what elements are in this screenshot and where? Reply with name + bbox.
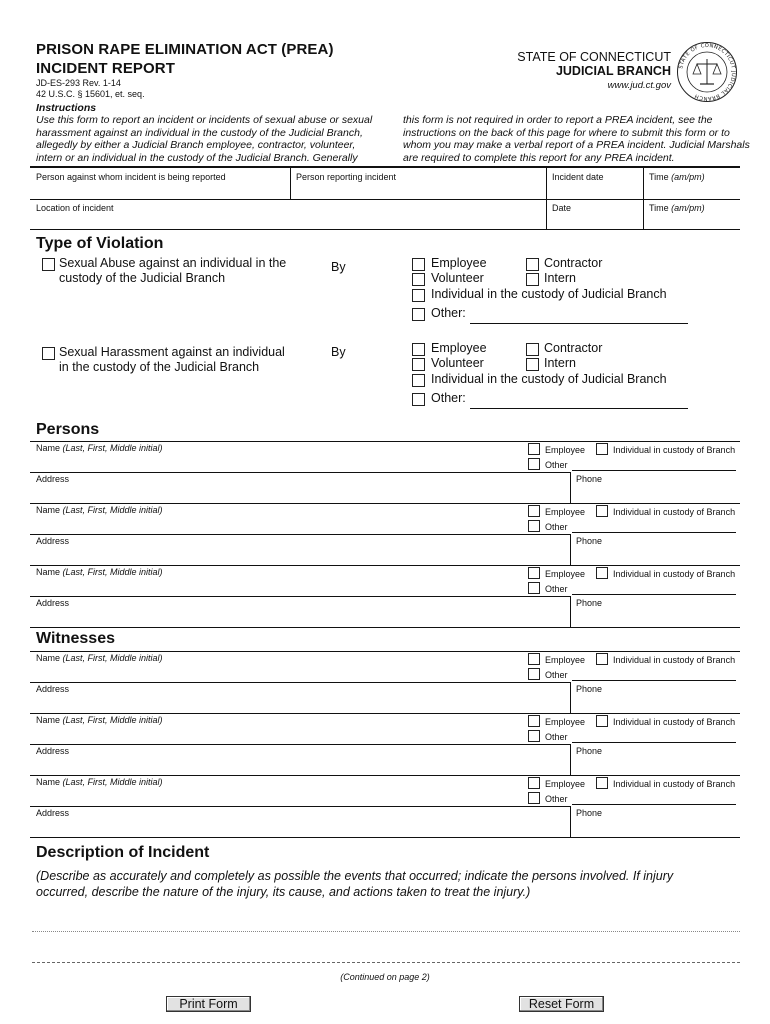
harassment-other-underline	[470, 408, 688, 409]
sexual-harassment-label	[59, 345, 285, 375]
person-3-other-label: Other	[545, 584, 568, 594]
witness-3-custody-checkbox[interactable]	[596, 777, 608, 789]
sexual-abuse-checkbox[interactable]	[42, 258, 55, 271]
person-3-other-checkbox[interactable]	[528, 582, 540, 594]
name-label-text: Name	[36, 567, 63, 577]
witness-1-address-input[interactable]	[34, 695, 564, 709]
branch-name: JUDICIAL BRANCH	[555, 64, 671, 78]
abuse-other-label: Other:	[431, 306, 466, 320]
person-1-other-input[interactable]	[572, 457, 736, 470]
witness-2-other-checkbox[interactable]	[528, 730, 540, 742]
witness-1-address-label: Address	[36, 684, 70, 694]
witness-3-other-checkbox[interactable]	[528, 792, 540, 804]
person-2-address-label: Address	[36, 536, 70, 546]
abuse-custody-checkbox[interactable]	[412, 289, 425, 302]
person-1-name-input[interactable]	[34, 454, 522, 468]
instructions-heading: Instructions	[36, 102, 97, 114]
witness-1-other-checkbox[interactable]	[528, 668, 540, 680]
time-input[interactable]	[647, 213, 737, 227]
by-label: By	[331, 260, 346, 274]
person-1-phone-label: Phone	[576, 474, 603, 484]
incident-date-label: Incident date	[552, 172, 604, 182]
form-title-line1: PRISON RAPE ELIMINATION ACT (PREA)	[36, 41, 334, 58]
description-line1: (Describe as accurately and completely as possible the events that occurred; indicate the persons involved. If injury	[36, 869, 674, 883]
person-2-employee-checkbox[interactable]	[528, 505, 540, 517]
name-hint: (Last, First, Middle initial)	[62, 653, 163, 663]
witness-1-other-underline	[572, 680, 736, 681]
abuse-other-checkbox[interactable]	[412, 308, 425, 321]
sexual-abuse-label	[59, 256, 286, 286]
abuse-volunteer-checkbox[interactable]	[412, 273, 425, 286]
witness-2-phone-input[interactable]	[574, 757, 736, 771]
state-name: STATE OF CONNECTICUT	[517, 50, 671, 64]
divider	[30, 166, 740, 168]
by-label: By	[331, 345, 346, 359]
divider	[570, 596, 571, 627]
abuse-other-underline	[470, 323, 688, 324]
harassment-custody-label: Individual in the custody of Judicial Branch	[431, 372, 667, 386]
sexual-harassment-line1: Sexual Harassment against an individual	[59, 345, 285, 359]
witness-1-name-label	[36, 653, 163, 664]
witness-3-phone-label: Phone	[576, 808, 603, 818]
instructions-left-line: Use this form to report an incident or incidents of sexual abuse or sexual	[36, 114, 373, 126]
person-2-custody-label: Individual in custody of Branch	[613, 507, 736, 517]
harassment-intern-checkbox[interactable]	[526, 358, 539, 371]
person-1-address-input[interactable]	[34, 485, 564, 499]
date-label: Date	[552, 203, 572, 213]
divider	[30, 534, 570, 535]
description-heading: Description of Incident	[36, 844, 210, 861]
witness-2-name-input[interactable]	[34, 726, 522, 740]
person-3-employee-label: Employee	[545, 569, 586, 579]
name-label-text: Name	[36, 715, 63, 725]
witness-2-name-label	[36, 715, 163, 726]
person-3-address-input[interactable]	[34, 609, 564, 623]
harassment-other-input[interactable]	[470, 393, 688, 407]
witness-2-employee-checkbox[interactable]	[528, 715, 540, 727]
abuse-intern-label: Intern	[544, 271, 576, 285]
person-3-employee-checkbox[interactable]	[528, 567, 540, 579]
time-label-text: Time	[649, 172, 672, 182]
person-2-other-checkbox[interactable]	[528, 520, 540, 532]
person-2-phone-label: Phone	[576, 536, 603, 546]
witness-3-custody-label: Individual in custody of Branch	[613, 779, 736, 789]
instructions-right-line: are required to complete this report for any PREA incident.	[403, 151, 675, 164]
instructions-left-line: intern or an individual in the custody of the Judicial Branch. Generally	[36, 151, 358, 164]
description-instructions	[36, 868, 736, 900]
divider	[30, 682, 570, 683]
name-label-text: Name	[36, 777, 63, 787]
person-2-other-input[interactable]	[572, 519, 736, 532]
person-1-employee-checkbox[interactable]	[528, 443, 540, 455]
witness-3-employee-checkbox[interactable]	[528, 777, 540, 789]
incident-date-input[interactable]	[550, 183, 640, 197]
divider	[570, 534, 571, 565]
harassment-volunteer-checkbox[interactable]	[412, 358, 425, 371]
incident-time-input[interactable]	[647, 183, 737, 197]
divider	[30, 565, 740, 566]
harassment-contractor-checkbox[interactable]	[526, 343, 539, 356]
person-3-custody-label: Individual in custody of Branch	[613, 569, 736, 579]
divider	[30, 651, 740, 652]
harassment-intern-label: Intern	[544, 356, 576, 370]
divider	[30, 472, 570, 473]
witness-2-phone-label: Phone	[576, 746, 603, 756]
instructions-left	[36, 114, 396, 164]
person-2-employee-label: Employee	[545, 507, 586, 517]
divider	[30, 199, 740, 200]
witness-2-address-input[interactable]	[34, 757, 564, 771]
person-2-name-label	[36, 505, 163, 516]
witness-3-other-underline	[572, 804, 736, 805]
witness-1-other-label: Other	[545, 670, 568, 680]
witness-2-custody-checkbox[interactable]	[596, 715, 608, 727]
witness-1-custody-label: Individual in custody of Branch	[613, 655, 736, 665]
person-1-other-underline	[572, 470, 736, 471]
sexual-harassment-line2: in the custody of the Judicial Branch	[59, 360, 260, 374]
harassment-employee-checkbox[interactable]	[412, 343, 425, 356]
description-dotted-line	[32, 931, 740, 932]
person-2-other-label: Other	[545, 522, 568, 532]
judicial-seal-icon	[676, 41, 738, 103]
witness-3-phone-input[interactable]	[574, 819, 736, 833]
reset-form-button[interactable]: Reset Form	[519, 996, 604, 1012]
witness-1-custody-checkbox[interactable]	[596, 653, 608, 665]
location-input[interactable]	[34, 213, 542, 227]
witness-3-other-label: Other	[545, 794, 568, 804]
person-2-phone-input[interactable]	[574, 547, 736, 561]
person-reporting-label: Person reporting incident	[296, 172, 397, 182]
abuse-contractor-checkbox[interactable]	[526, 258, 539, 271]
witness-3-name-label	[36, 777, 163, 788]
person-3-custody-checkbox[interactable]	[596, 567, 608, 579]
harassment-contractor-label: Contractor	[544, 341, 603, 355]
witness-1-employee-checkbox[interactable]	[528, 653, 540, 665]
witness-2-other-underline	[572, 742, 736, 743]
witness-1-phone-input[interactable]	[574, 695, 736, 709]
divider	[30, 806, 570, 807]
statute: 42 U.S.C. § 15601, et. seq.	[36, 89, 145, 99]
continued-note: (Continued on page 2)	[340, 972, 430, 982]
person-3-name-input[interactable]	[34, 578, 522, 592]
description-textarea[interactable]	[34, 906, 738, 962]
persons-heading: Persons	[36, 421, 100, 438]
person-2-custody-checkbox[interactable]	[596, 505, 608, 517]
location-label: Location of incident	[36, 203, 114, 213]
description-line2: occurred, describe the nature of the injury, its cause, and actions taken to treat the injury.)	[36, 885, 531, 899]
person-reporting-input[interactable]	[294, 183, 542, 197]
person-1-employee-label: Employee	[545, 445, 586, 455]
instructions-right-line: this form is not required in order to report a PREA incident, see the	[403, 114, 713, 126]
instructions-right	[403, 114, 753, 164]
divider	[30, 837, 740, 838]
person-3-other-underline	[572, 594, 736, 595]
violation-heading: Type of Violation	[36, 235, 164, 252]
seal-text: STATE OF CONNECTICUT JUDICIAL BRANCH	[678, 42, 737, 102]
divider	[30, 229, 740, 230]
sexual-abuse-line2: custody of the Judicial Branch	[59, 271, 226, 285]
witness-1-name-input[interactable]	[34, 664, 522, 678]
name-hint: (Last, First, Middle initial)	[62, 443, 163, 453]
person-2-address-input[interactable]	[34, 547, 564, 561]
harassment-volunteer-label: Volunteer	[431, 356, 484, 370]
divider	[30, 627, 740, 628]
name-label-text: Name	[36, 505, 63, 515]
name-label-text: Name	[36, 653, 63, 663]
person-2-name-input[interactable]	[34, 516, 522, 530]
divider	[546, 167, 547, 229]
witness-1-employee-label: Employee	[545, 655, 586, 665]
name-hint: (Last, First, Middle initial)	[62, 505, 163, 515]
divider	[30, 713, 740, 714]
date-input[interactable]	[550, 213, 640, 227]
witness-2-address-label: Address	[36, 746, 70, 756]
witness-3-other-input[interactable]	[572, 791, 736, 804]
instructions-left-line: allegedly by either a Judicial Branch employee, contractor, volunteer,	[36, 139, 356, 152]
website: www.jud.ct.gov	[607, 80, 671, 91]
person-1-custody-checkbox[interactable]	[596, 443, 608, 455]
print-form-button[interactable]: Print Form	[166, 996, 251, 1012]
divider	[570, 472, 571, 503]
instructions-right-line: instructions on the back of this page for where to submit this form or to	[403, 126, 730, 139]
person-3-phone-label: Phone	[576, 598, 603, 608]
person-1-phone-input[interactable]	[574, 485, 736, 499]
witness-3-name-input[interactable]	[34, 788, 522, 802]
person-2-other-underline	[572, 532, 736, 533]
witness-2-custody-label: Individual in custody of Branch	[613, 717, 736, 727]
name-label-text: Name	[36, 443, 63, 453]
abuse-intern-checkbox[interactable]	[526, 273, 539, 286]
name-hint: (Last, First, Middle initial)	[62, 777, 163, 787]
witnesses-heading: Witnesses	[36, 630, 115, 647]
abuse-contractor-label: Contractor	[544, 256, 603, 270]
instructions-left-line: harassment against an individual in the custody of the Judicial Branch,	[36, 126, 363, 139]
sexual-harassment-checkbox[interactable]	[42, 347, 55, 360]
person-1-custody-label: Individual in custody of Branch	[613, 445, 736, 455]
divider	[570, 682, 571, 713]
divider	[30, 503, 740, 504]
instructions-right-line: whom you may make a verbal report of a PREA incident. Judicial Marshals	[403, 139, 750, 152]
divider	[570, 806, 571, 837]
harassment-other-checkbox[interactable]	[412, 393, 425, 406]
form-number: JD-ES-293 Rev. 1-14	[36, 78, 121, 88]
witness-2-other-input[interactable]	[572, 729, 736, 742]
time-hint: (am/pm)	[671, 172, 705, 182]
divider	[30, 441, 740, 442]
divider	[643, 167, 644, 229]
abuse-volunteer-label: Volunteer	[431, 271, 484, 285]
form-title-line2: INCIDENT REPORT	[36, 60, 176, 77]
person-1-address-label: Address	[36, 474, 70, 484]
incident-time-label	[649, 172, 705, 183]
person-against-input[interactable]	[34, 183, 286, 197]
name-hint: (Last, First, Middle initial)	[62, 567, 163, 577]
person-1-other-label: Other	[545, 460, 568, 470]
divider	[30, 744, 570, 745]
witness-3-employee-label: Employee	[545, 779, 586, 789]
witness-1-other-input[interactable]	[572, 667, 736, 680]
description-dashed-line	[32, 962, 740, 963]
divider	[30, 596, 570, 597]
person-3-name-label	[36, 567, 163, 578]
time-hint: (am/pm)	[671, 203, 705, 213]
witness-3-address-input[interactable]	[34, 819, 564, 833]
divider	[570, 744, 571, 775]
person-3-other-input[interactable]	[572, 581, 736, 594]
harassment-custody-checkbox[interactable]	[412, 374, 425, 387]
abuse-other-input[interactable]	[470, 308, 688, 322]
divider	[290, 167, 291, 199]
witness-2-other-label: Other	[545, 732, 568, 742]
person-1-other-checkbox[interactable]	[528, 458, 540, 470]
person-against-label: Person against whom incident is being reported	[36, 172, 226, 182]
witness-3-address-label: Address	[36, 808, 70, 818]
person-1-name-label	[36, 443, 163, 454]
divider	[30, 775, 740, 776]
name-hint: (Last, First, Middle initial)	[62, 715, 163, 725]
abuse-employee-checkbox[interactable]	[412, 258, 425, 271]
time-label-text: Time	[649, 203, 672, 213]
abuse-employee-label: Employee	[431, 256, 487, 270]
witness-1-phone-label: Phone	[576, 684, 603, 694]
sexual-abuse-line1: Sexual Abuse against an individual in the	[59, 256, 287, 270]
person-3-address-label: Address	[36, 598, 70, 608]
harassment-employee-label: Employee	[431, 341, 487, 355]
harassment-other-label: Other:	[431, 391, 466, 405]
witness-2-employee-label: Employee	[545, 717, 586, 727]
person-3-phone-input[interactable]	[574, 609, 736, 623]
abuse-custody-label: Individual in the custody of Judicial Branch	[431, 287, 667, 301]
